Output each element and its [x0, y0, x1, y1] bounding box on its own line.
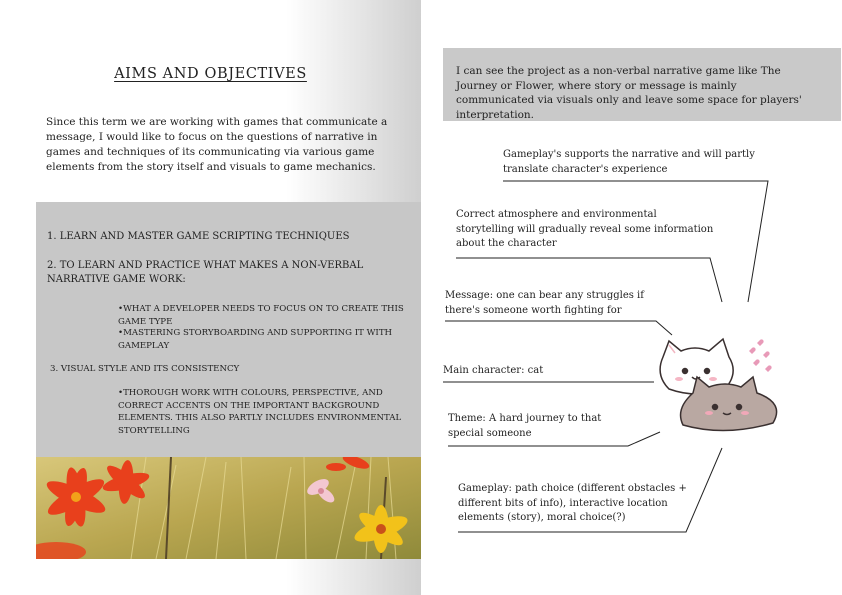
hearts-icon	[749, 339, 772, 372]
label-message: Message: one can bear any struggles if there's someone worth fighting for	[445, 290, 644, 316]
aim-3: 3. VISUAL STYLE AND ITS CONSISTENCY	[50, 364, 240, 374]
aim-2-bullet-1: •WHAT A DEVELOPER NEEDS TO FOCUS ON TO CREATE THIS GAME TYPE	[118, 304, 404, 327]
aim-3-bullet-1: •THOROUGH WORK WITH COLOURS, PERSPECTIVE, AND CORRECT ACCENTS ON THE IMPORTANT BACKGROUND ELEMENTS. THIS ALSO PARTLY INCLUDES ENVIRONMENTAL STORYTELLING	[118, 388, 402, 436]
cat-character-image	[653, 333, 785, 433]
brown-cat-icon	[681, 377, 777, 431]
label-gameplay-supports: Gameplay's supports the narrative and will partly translate character's experience	[503, 149, 755, 175]
page-title: AIMS AND OBJECTIVES	[114, 66, 307, 82]
concept-quote: I can see the project as a non-verbal narrative game like The Journey or Flower, where story or message is mainly communicated via visuals only and leave some space for players' interpretation.	[456, 65, 802, 121]
aim-1: 1. LEARN AND MASTER GAME SCRIPTING TECHNIQUES	[47, 231, 350, 242]
label-atmosphere: Correct atmosphere and environmental storytelling will gradually reveal some information about the character	[456, 209, 714, 249]
label-theme: Theme: A hard journey to that special someone	[448, 413, 602, 439]
label-main-character: Main character: cat	[443, 365, 544, 376]
intro-paragraph: Since this term we are working with games that communicate a message, I would like to focus on the questions of narrative in games and techniques of its communicating via various game elements from the story itself and visuals to game mechanics.	[46, 116, 388, 173]
label-gameplay: Gameplay: path choice (different obstacles + different bits of info), interactive location elements (story), moral choice(?)	[458, 483, 687, 523]
aim-2: 2. TO LEARN AND PRACTICE WHAT MAKES A NON-VERBAL NARRATIVE GAME WORK:	[47, 260, 364, 285]
aim-2-bullet-2: •MASTERING STORYBOARDING AND SUPPORTING IT WITH GAMEPLAY	[118, 328, 393, 351]
